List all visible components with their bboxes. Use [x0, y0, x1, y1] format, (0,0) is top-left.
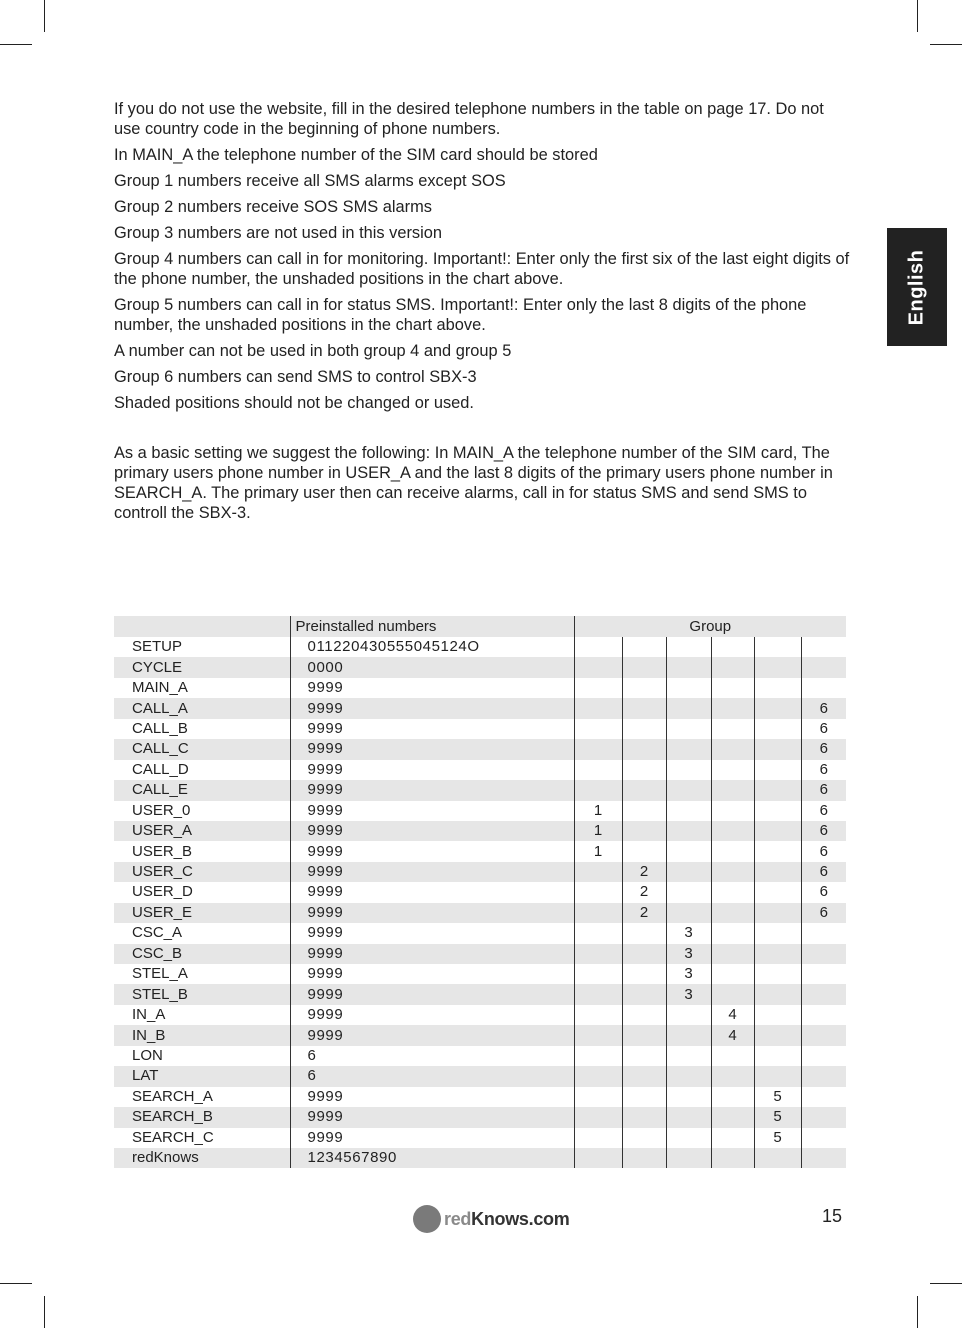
row-name: USER_B: [132, 842, 193, 860]
row-value: 9999: [290, 1107, 574, 1127]
row-value: 9999: [290, 801, 574, 821]
group-cell-3: [666, 862, 711, 882]
group-cell-2: [622, 964, 666, 984]
row-name: LAT: [132, 1067, 159, 1085]
group-cell-4: [711, 780, 754, 800]
logo-text-rest: Knows.com: [471, 1208, 570, 1229]
row-value: 9999: [290, 944, 574, 964]
group-cell-5: [754, 821, 801, 841]
group-cell-3: [666, 903, 711, 923]
table-row: [114, 923, 846, 943]
group-cell-2: [622, 739, 666, 759]
row-value: 011220430555045124O: [290, 637, 574, 657]
group-cell-2: [622, 698, 666, 718]
group-cell-6: [801, 1066, 846, 1086]
group-cell-5: [754, 984, 801, 1004]
crop-mark: [0, 44, 32, 45]
group-cell-5: 5: [754, 1128, 801, 1148]
group-cell-5: [754, 801, 801, 821]
group-cell-1: [574, 903, 622, 923]
group-cell-4: [711, 1148, 754, 1168]
group-cell-2: [622, 1066, 666, 1086]
group-cell-4: [711, 739, 754, 759]
group-cell-3: [666, 637, 711, 657]
group-cell-2: [622, 760, 666, 780]
paragraph: In MAIN_A the telephone number of the SIM card should be stored: [114, 146, 598, 164]
crop-mark: [930, 44, 962, 45]
logo-text: [444, 1209, 569, 1230]
group-cell-6: [801, 1046, 846, 1066]
table-row: [114, 1107, 846, 1127]
group-cell-2: [622, 801, 666, 821]
row-value: 0000: [290, 657, 574, 677]
group-cell-3: [666, 1066, 711, 1086]
row-name: CALL_C: [132, 740, 189, 758]
group-cell-1: [574, 984, 622, 1004]
group-cell-3: [666, 841, 711, 861]
group-cell-6: 6: [801, 780, 846, 800]
row-value: 9999: [290, 923, 574, 943]
group-cell-4: [711, 719, 754, 739]
group-cell-5: [754, 698, 801, 718]
group-cell-6: 6: [801, 719, 846, 739]
group-cell-5: [754, 760, 801, 780]
group-cell-5: [754, 1046, 801, 1066]
group-cell-4: [711, 1046, 754, 1066]
group-cell-6: 6: [801, 801, 846, 821]
table-row: [114, 698, 846, 718]
header-preinstalled: Preinstalled numbers: [290, 616, 574, 637]
paragraph: Shaded positions should not be changed or used.: [114, 394, 474, 412]
crop-mark: [917, 0, 918, 32]
row-value: 9999: [290, 964, 574, 984]
row-value: 9999: [290, 739, 574, 759]
group-cell-1: [574, 1107, 622, 1127]
group-cell-3: [666, 1107, 711, 1127]
paragraph: A number can not be used in both group 4 and group 5: [114, 342, 512, 360]
table-row: [114, 903, 846, 923]
row-name: CALL_D: [132, 760, 189, 778]
group-cell-6: [801, 1148, 846, 1168]
group-cell-2: [622, 678, 666, 698]
table-row: [114, 678, 846, 698]
group-cell-6: [801, 1005, 846, 1025]
table-row: [114, 1148, 846, 1168]
row-name: USER_C: [132, 863, 193, 881]
group-cell-3: 3: [666, 923, 711, 943]
group-cell-1: 1: [574, 801, 622, 821]
row-name: USER_A: [132, 822, 193, 840]
group-cell-5: [754, 637, 801, 657]
table-row: [114, 841, 846, 861]
group-cell-5: [754, 882, 801, 902]
table-row: [114, 719, 846, 739]
logo-text-red: red: [444, 1208, 472, 1229]
group-cell-6: 6: [801, 821, 846, 841]
paragraph: If you do not use the website, fill in the desired telephone numbers in the table on page 17. Do not use country code in the beginning of phone numbers.: [114, 100, 824, 138]
table-header-row: [114, 616, 846, 637]
group-cell-2: [622, 1128, 666, 1148]
group-cell-6: 6: [801, 841, 846, 861]
group-cell-5: [754, 964, 801, 984]
group-cell-5: [754, 923, 801, 943]
row-name: IN_A: [132, 1006, 166, 1024]
group-cell-4: [711, 923, 754, 943]
table-row: [114, 862, 846, 882]
row-name: CSC_A: [132, 924, 183, 942]
group-cell-1: [574, 944, 622, 964]
group-cell-6: 6: [801, 760, 846, 780]
row-name: SEARCH_A: [132, 1087, 213, 1105]
row-name: CYCLE: [132, 658, 183, 676]
table-row: [114, 984, 846, 1004]
group-cell-6: 6: [801, 882, 846, 902]
group-cell-5: [754, 1066, 801, 1086]
group-cell-5: [754, 1025, 801, 1045]
row-value: 6: [290, 1046, 574, 1066]
row-name: CALL_A: [132, 699, 188, 717]
group-cell-1: [574, 1087, 622, 1107]
row-value: 9999: [290, 862, 574, 882]
row-name: SEARCH_C: [132, 1128, 214, 1146]
group-cell-1: [574, 1046, 622, 1066]
group-cell-1: [574, 882, 622, 902]
header-group: Group: [574, 616, 846, 637]
group-cell-4: [711, 801, 754, 821]
group-cell-1: [574, 780, 622, 800]
row-value: 9999: [290, 678, 574, 698]
group-cell-3: [666, 1128, 711, 1148]
group-cell-4: [711, 841, 754, 861]
table-row: [114, 739, 846, 759]
group-cell-6: 6: [801, 903, 846, 923]
group-cell-2: [622, 1046, 666, 1066]
basic-setting-paragraph: As a basic setting we suggest the following: In MAIN_A the telephone number of the SIM card, The primary users phone number in USER_A and the last 8 digits of the primary users phone number in SEARCH_A. The primary user then can receive alarms, call in for status SMS and send SMS to controll the SBX-3.: [114, 444, 833, 522]
brand-logo: [413, 1204, 569, 1234]
group-cell-4: [711, 882, 754, 902]
group-cell-3: [666, 719, 711, 739]
row-value: 9999: [290, 821, 574, 841]
row-value: 9999: [290, 719, 574, 739]
paragraph: Group 2 numbers receive SOS SMS alarms: [114, 198, 432, 216]
row-name: CSC_B: [132, 944, 183, 962]
row-value: 9999: [290, 903, 574, 923]
group-cell-2: [622, 1025, 666, 1045]
group-cell-5: [754, 944, 801, 964]
group-cell-1: 1: [574, 841, 622, 861]
language-tab-label: English: [905, 249, 928, 325]
group-cell-1: [574, 719, 622, 739]
table-row: [114, 944, 846, 964]
table-row: [114, 1087, 846, 1107]
page-number: 15: [822, 1206, 843, 1226]
group-cell-3: [666, 1087, 711, 1107]
row-name: USER_E: [132, 903, 193, 921]
group-cell-3: [666, 801, 711, 821]
group-cell-2: [622, 1107, 666, 1127]
group-cell-4: [711, 760, 754, 780]
group-cell-6: 6: [801, 739, 846, 759]
table-row: [114, 657, 846, 677]
group-cell-3: [666, 1046, 711, 1066]
group-cell-5: [754, 739, 801, 759]
paragraph: Group 3 numbers are not used in this version: [114, 224, 442, 242]
group-cell-1: 1: [574, 821, 622, 841]
group-cell-6: [801, 657, 846, 677]
group-cell-4: 4: [711, 1025, 754, 1045]
table-row: [114, 1005, 846, 1025]
group-cell-4: [711, 964, 754, 984]
group-cell-3: [666, 698, 711, 718]
group-cell-1: [574, 964, 622, 984]
row-name: IN_B: [132, 1026, 166, 1044]
group-cell-6: [801, 1087, 846, 1107]
group-cell-5: [754, 719, 801, 739]
table-body: [114, 637, 846, 1168]
group-cell-4: [711, 637, 754, 657]
group-cell-2: [622, 1087, 666, 1107]
group-cell-2: 2: [622, 882, 666, 902]
crop-mark: [917, 1296, 918, 1328]
group-cell-5: [754, 903, 801, 923]
group-cell-2: [622, 923, 666, 943]
crop-mark: [0, 1283, 32, 1284]
group-cell-3: [666, 1025, 711, 1045]
group-cell-3: [666, 1005, 711, 1025]
group-cell-5: 5: [754, 1087, 801, 1107]
paragraph: Group 5 numbers can call in for status SMS. Important!: Enter only the last 8 digits of the phone number, the unshaded positions in the chart above.: [114, 296, 807, 334]
group-cell-4: [711, 903, 754, 923]
group-cell-3: [666, 821, 711, 841]
instructions-text: [114, 99, 854, 529]
group-cell-2: [622, 657, 666, 677]
group-cell-1: [574, 1148, 622, 1168]
group-cell-6: [801, 678, 846, 698]
group-cell-6: [801, 923, 846, 943]
group-cell-6: [801, 1107, 846, 1127]
table-row: [114, 637, 846, 657]
group-cell-5: [754, 1005, 801, 1025]
group-cell-1: [574, 657, 622, 677]
group-cell-4: [711, 657, 754, 677]
group-cell-3: 3: [666, 964, 711, 984]
group-cell-2: [622, 944, 666, 964]
logo-circle-icon: [413, 1205, 441, 1233]
group-cell-2: [622, 780, 666, 800]
group-cell-1: [574, 678, 622, 698]
paragraph: Group 6 numbers can send SMS to control SBX-3: [114, 368, 477, 386]
group-cell-5: [754, 1148, 801, 1168]
row-name: MAIN_A: [132, 679, 188, 697]
row-name: USER_D: [132, 883, 193, 901]
row-value: 9999: [290, 698, 574, 718]
table-row: [114, 760, 846, 780]
header-name: [114, 616, 290, 637]
row-name: STEL_A: [132, 965, 188, 983]
row-value: 9999: [290, 760, 574, 780]
group-cell-6: [801, 1128, 846, 1148]
row-value: 9999: [290, 841, 574, 861]
group-cell-3: 3: [666, 944, 711, 964]
crop-mark: [44, 0, 45, 32]
group-cell-4: [711, 1066, 754, 1086]
group-cell-1: [574, 1128, 622, 1148]
row-value: 9999: [290, 984, 574, 1004]
paragraph: Group 1 numbers receive all SMS alarms except SOS: [114, 172, 506, 190]
group-cell-4: [711, 862, 754, 882]
group-cell-4: [711, 1087, 754, 1107]
group-cell-1: [574, 698, 622, 718]
group-cell-1: [574, 923, 622, 943]
table-row: [114, 1128, 846, 1148]
row-name: CALL_B: [132, 719, 188, 737]
group-cell-4: [711, 984, 754, 1004]
language-tab: [887, 228, 947, 346]
group-cell-2: [622, 821, 666, 841]
table-row: [114, 1046, 846, 1066]
group-cell-4: [711, 678, 754, 698]
group-cell-6: [801, 1025, 846, 1045]
group-cell-3: [666, 657, 711, 677]
row-value: 9999: [290, 1025, 574, 1045]
group-cell-1: [574, 862, 622, 882]
group-cell-3: [666, 780, 711, 800]
row-value: 6: [290, 1066, 574, 1086]
table-row: [114, 801, 846, 821]
group-cell-2: 2: [622, 903, 666, 923]
row-name: SEARCH_B: [132, 1108, 213, 1126]
group-cell-6: 6: [801, 698, 846, 718]
row-value: 9999: [290, 1128, 574, 1148]
group-cell-6: 6: [801, 862, 846, 882]
table-row: [114, 1025, 846, 1045]
group-cell-1: [574, 1066, 622, 1086]
group-cell-4: [711, 1128, 754, 1148]
group-cell-3: [666, 882, 711, 902]
table-row: [114, 780, 846, 800]
group-cell-3: [666, 678, 711, 698]
table-row: [114, 821, 846, 841]
row-name: USER_0: [132, 801, 191, 819]
crop-mark: [44, 1296, 45, 1328]
table-row: [114, 1066, 846, 1086]
group-cell-2: [622, 637, 666, 657]
row-name: LON: [132, 1046, 163, 1064]
group-cell-4: [711, 698, 754, 718]
group-cell-5: [754, 678, 801, 698]
group-cell-2: 2: [622, 862, 666, 882]
row-name: SETUP: [132, 638, 183, 656]
group-cell-2: [622, 1148, 666, 1168]
group-cell-1: [574, 637, 622, 657]
row-name: redKnows: [132, 1149, 199, 1167]
group-cell-5: [754, 841, 801, 861]
group-cell-3: [666, 1148, 711, 1168]
group-cell-1: [574, 739, 622, 759]
group-cell-6: [801, 637, 846, 657]
group-cell-6: [801, 944, 846, 964]
group-cell-3: 3: [666, 984, 711, 1004]
group-cell-3: [666, 739, 711, 759]
group-cell-2: [622, 841, 666, 861]
group-cell-1: [574, 760, 622, 780]
crop-mark: [930, 1283, 962, 1284]
group-cell-2: [622, 719, 666, 739]
group-cell-1: [574, 1025, 622, 1045]
group-cell-6: [801, 964, 846, 984]
group-cell-6: [801, 984, 846, 1004]
table-row: [114, 964, 846, 984]
group-cell-4: 4: [711, 1005, 754, 1025]
phone-number-table: [114, 616, 846, 1168]
row-value: 9999: [290, 780, 574, 800]
group-cell-5: [754, 862, 801, 882]
row-value: 9999: [290, 882, 574, 902]
paragraph: Group 4 numbers can call in for monitoring. Important!: Enter only the first six of the last eight digits of the phone number, the unshaded positions in the chart above.: [114, 250, 850, 288]
group-cell-2: [622, 1005, 666, 1025]
table-row: [114, 882, 846, 902]
group-cell-2: [622, 984, 666, 1004]
row-name: CALL_E: [132, 781, 188, 799]
group-cell-4: [711, 1107, 754, 1127]
row-value: 9999: [290, 1005, 574, 1025]
group-cell-3: [666, 760, 711, 780]
group-cell-5: [754, 780, 801, 800]
group-cell-1: [574, 1005, 622, 1025]
group-cell-4: [711, 944, 754, 964]
row-value: 9999: [290, 1087, 574, 1107]
row-value: 1234567890: [290, 1148, 574, 1168]
group-cell-5: [754, 657, 801, 677]
group-cell-4: [711, 821, 754, 841]
group-cell-5: 5: [754, 1107, 801, 1127]
row-name: STEL_B: [132, 985, 188, 1003]
